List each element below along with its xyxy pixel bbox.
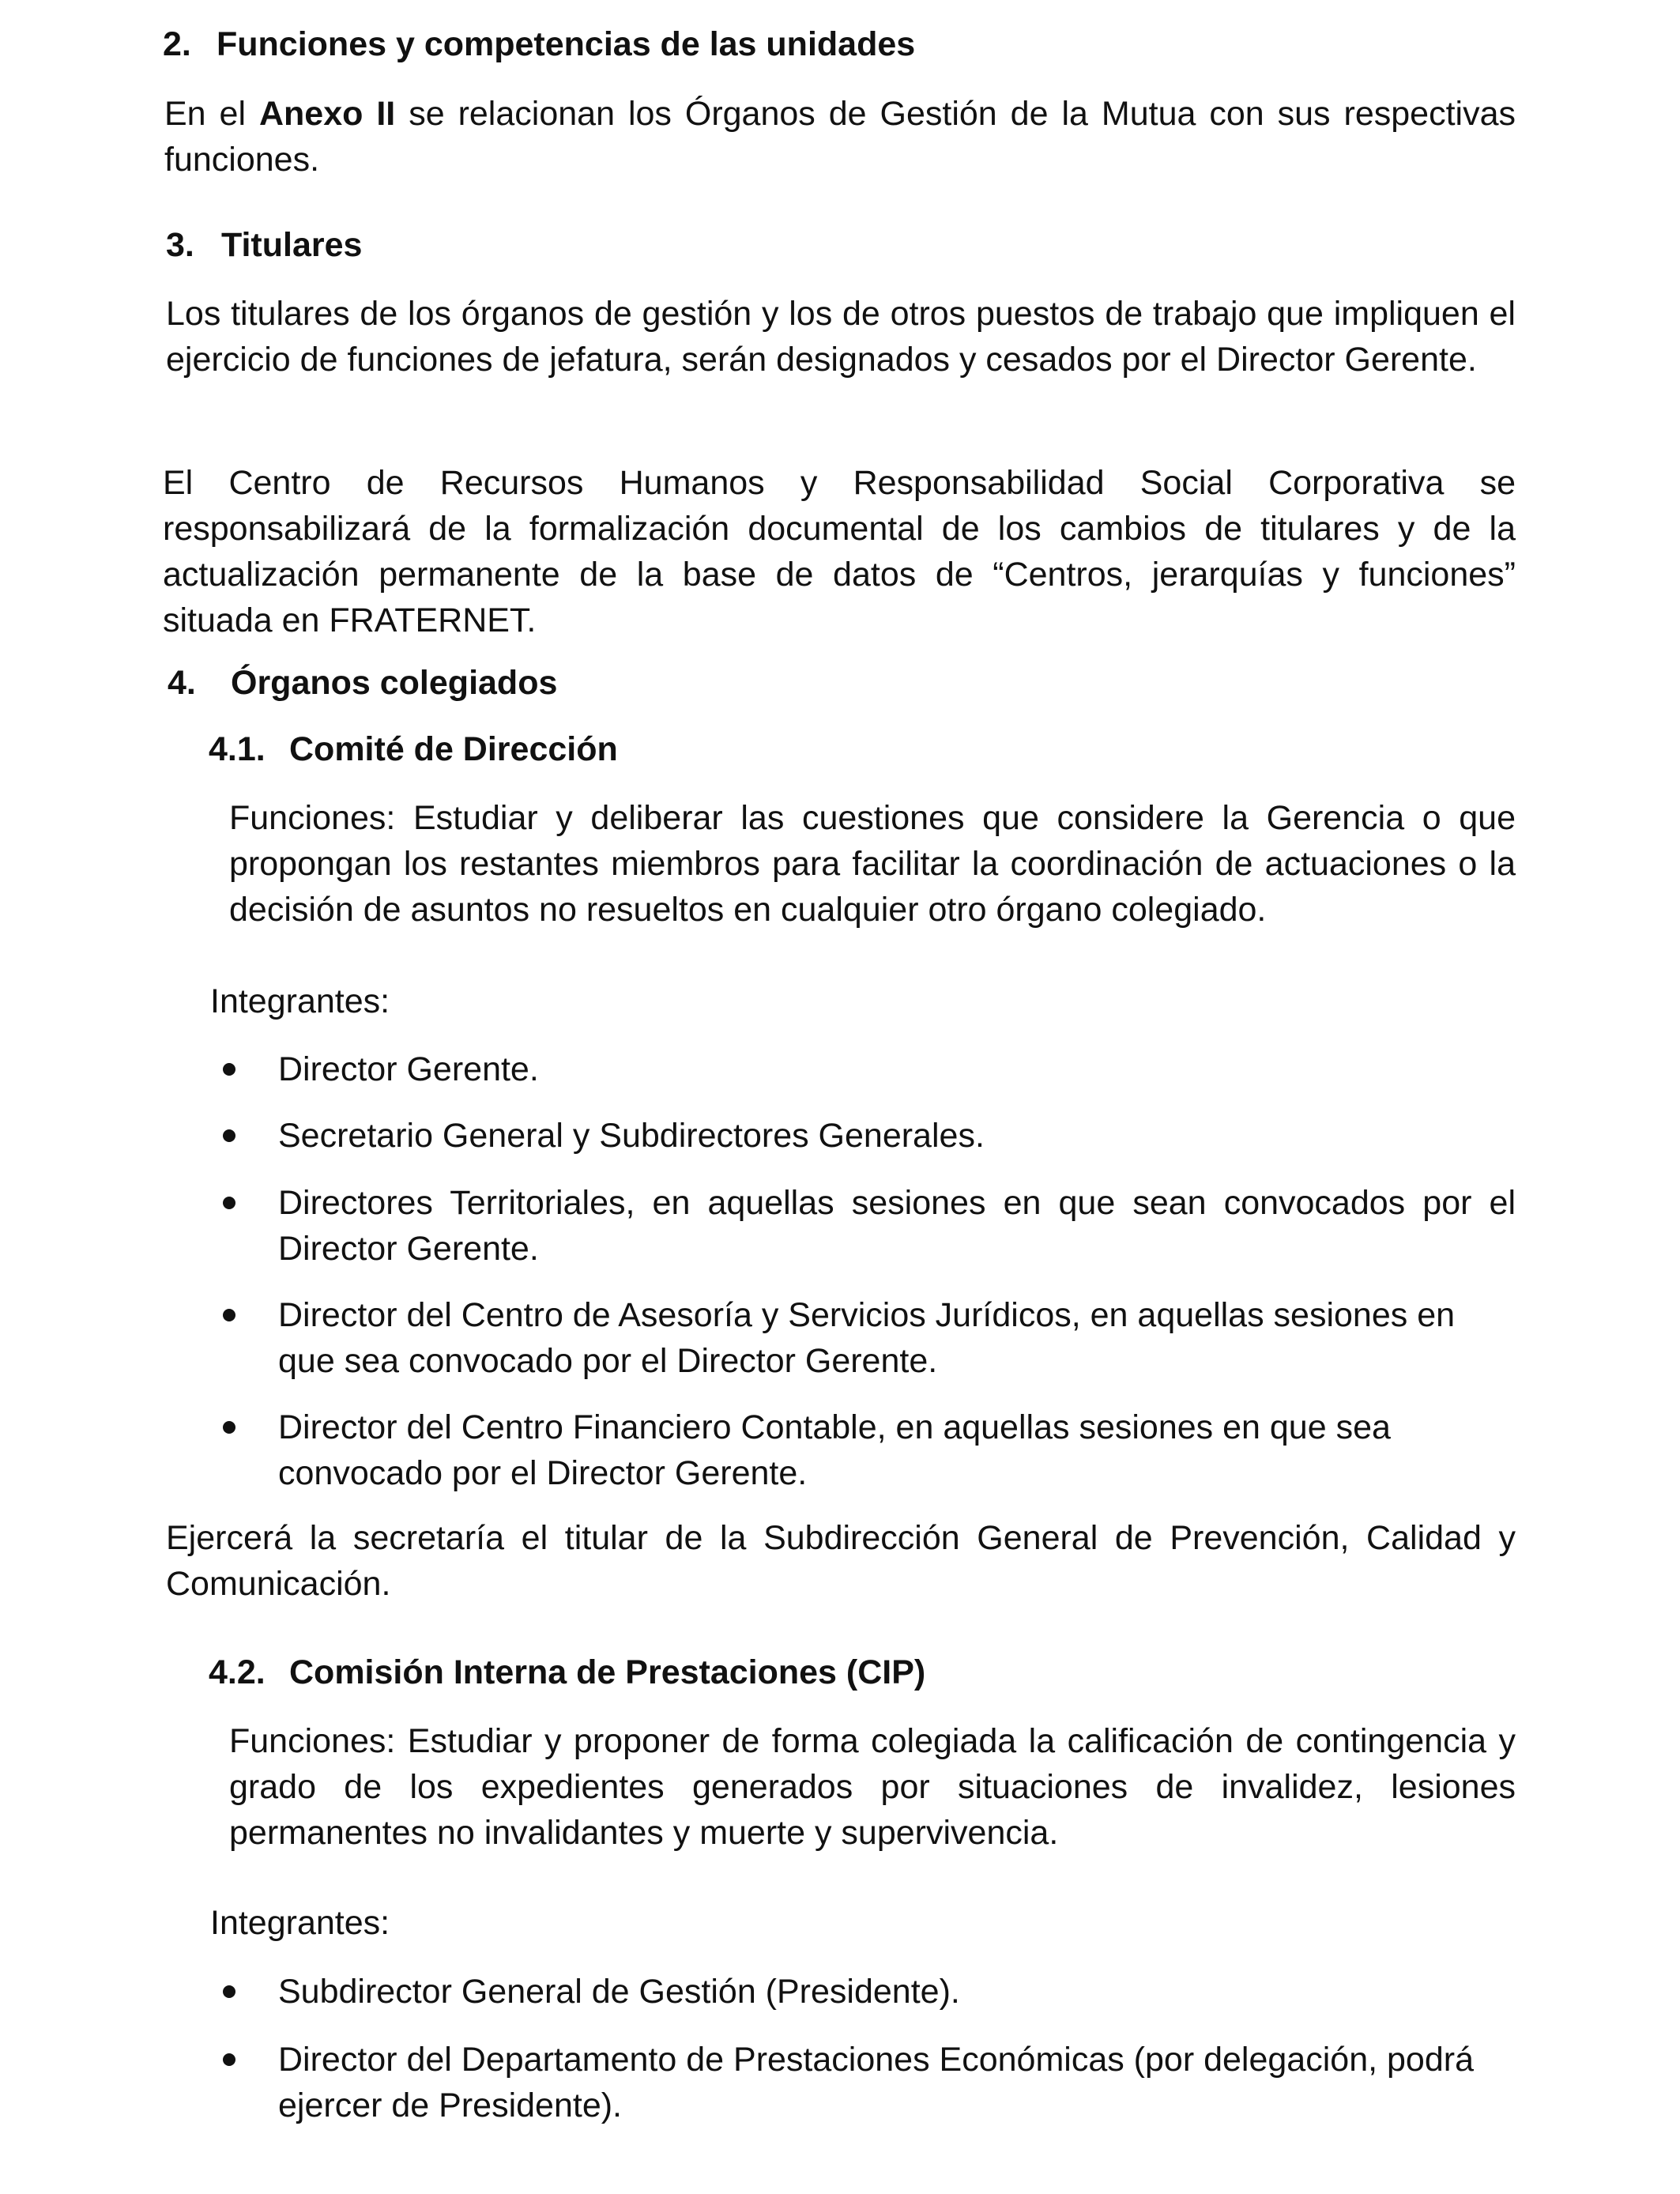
member-text: Subdirector General de Gestión (Presidente). — [278, 1973, 960, 2011]
section-3-title: Titulares — [221, 226, 363, 264]
section-2-title: Funciones y competencias de las unidades — [217, 25, 916, 63]
member-text: Director del Departamento de Prestaciones Económicas (por delegación, podrá ejercer de Presidente). — [278, 2041, 1474, 2124]
section-2-heading — [163, 22, 915, 66]
section-3-paragraph-2: El Centro de Recursos Humanos y Responsabilidad Social Corporativa se responsabilizará de la formalización documental de los cambios de titulares y de la actualización permanente de la base de datos de “Centros, jerarquías y funciones” situada en FRATERNET. — [163, 464, 1516, 639]
subsection-4-1-funciones: Funciones: Estudiar y deliberar las cuestiones que considere la Gerencia o que propongan los restantes miembros para facilitar la coordinación de actuaciones o la decisión de asuntos no resueltos en cualquier otro órgano colegiado. — [229, 799, 1516, 929]
member-text: Director del Centro Financiero Contable, en aquellas sesiones en que sea convocado por el Director Gerente. — [278, 1408, 1391, 1492]
section-2-text — [164, 91, 1516, 183]
bullet-icon — [223, 1197, 235, 1209]
subsection-4-1-number: 4.1. — [209, 730, 266, 768]
bullet-icon — [223, 1129, 235, 1142]
subsection-4-1-heading — [209, 727, 618, 771]
member-text: Director Gerente. — [278, 1050, 539, 1088]
section-3-number: 3. — [166, 226, 194, 264]
member-text: Secretario General y Subdirectores Generales. — [278, 1117, 985, 1155]
section-4-number: 4. — [168, 664, 196, 702]
bullet-icon — [223, 1063, 235, 1076]
subsection-4-2-number: 4.2. — [209, 1653, 266, 1691]
bullet-icon — [223, 1309, 235, 1321]
section-2-text-before: En el — [164, 95, 259, 133]
subsection-4-1-secretaria: Ejercerá la secretaría el titular de la Subdirección General de Prevención, Calidad y Comunicación. — [166, 1519, 1516, 1603]
section-2-text-after: se relacionan los Órganos de Gestión de la Mutua con sus respectivas funciones. — [164, 95, 1516, 179]
subsection-4-2-integrantes-label: Integrantes: — [210, 1904, 390, 1942]
subsection-4-1-integrantes-label: Integrantes: — [210, 982, 390, 1020]
subsection-4-2-heading — [209, 1650, 925, 1695]
member-text: Director del Centro de Asesoría y Servicios Jurídicos, en aquellas sesiones en que sea convocado por el Director Gerente. — [278, 1296, 1456, 1380]
anexo-ii-bold: Anexo II — [258, 95, 396, 133]
subsection-4-2-title: Comisión Interna de Prestaciones (CIP) — [289, 1653, 926, 1691]
section-2-number: 2. — [163, 25, 191, 63]
bullet-icon — [223, 1985, 235, 1998]
bullet-icon — [223, 2053, 235, 2066]
section-3-paragraph-1: Los titulares de los órganos de gestión y los de otros puestos de trabajo que impliquen el ejercicio de funciones de jefatura, serán designados y cesados por el Director Gerente. — [166, 295, 1516, 379]
subsection-4-1-title: Comité de Dirección — [289, 730, 618, 768]
subsection-4-2-funciones: Funciones: Estudiar y proponer de forma colegiada la calificación de contingencia y grado de los expedientes generados por situaciones de invalidez, lesiones permanentes no invalidantes y muerte y supervivencia. — [229, 1722, 1516, 1852]
section-4-title: Órganos colegiados — [231, 664, 558, 702]
member-text: Directores Territoriales, en aquellas sesiones en que sean convocados por el Director Gerente. — [278, 1184, 1516, 1268]
section-4-heading — [168, 661, 557, 705]
bullet-icon — [223, 1421, 235, 1434]
section-3-heading — [166, 223, 362, 267]
